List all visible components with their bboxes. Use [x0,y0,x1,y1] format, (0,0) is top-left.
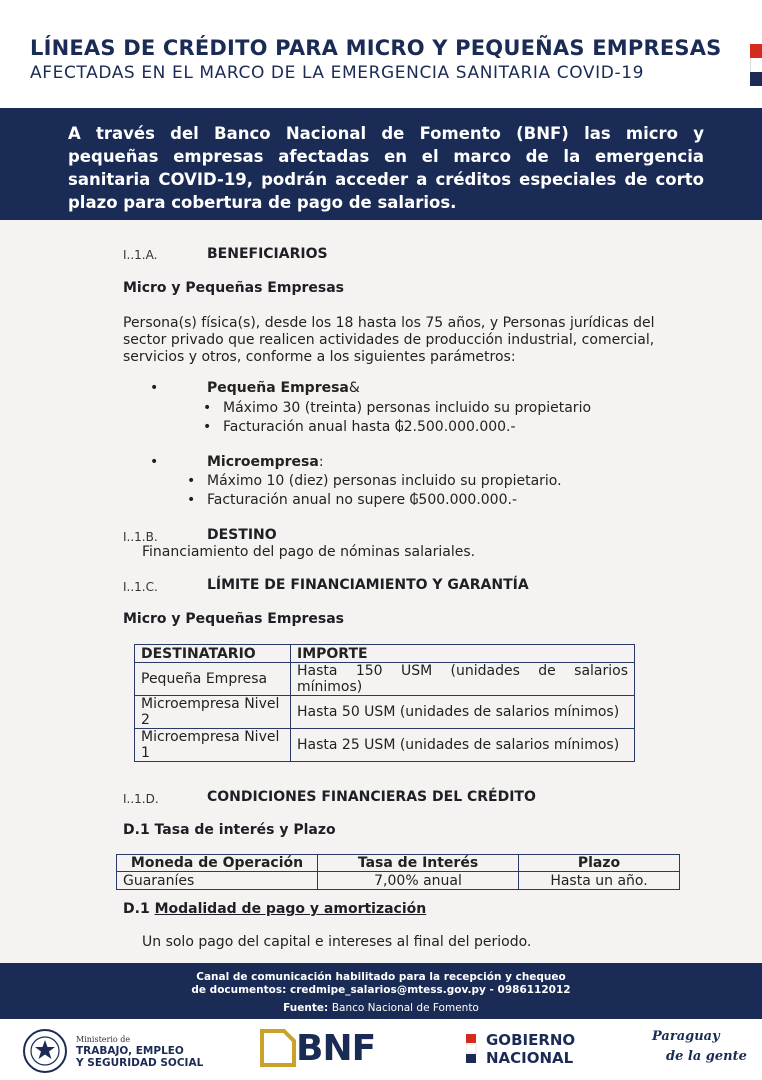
table-row [135,696,635,729]
section-a-code: I..1.A. [123,248,158,262]
rates-table [116,854,680,890]
rates-cell-term: Hasta un año. [519,872,680,890]
section-d-sub2 [123,901,426,917]
section-a-title: BENEFICIARIOS [207,246,328,262]
section-a-paragraph: Persona(s) física(s), desde los 18 hasta los 75 años, y Personas jurídicas del sector privado que realicen actividades de producción industrial, comercial, servicios y otros, conforme a los siguientes parámetros: [123,315,655,365]
section-d-sub1: D.1 Tasa de interés y Plazo [123,822,336,838]
footer-source [0,1002,762,1014]
paraguay-line-1: Paraguay [652,1029,720,1044]
section-b-text: Financiamiento del pago de nóminas salariales. [142,544,476,560]
gobierno-nacional-text [486,1031,575,1067]
limits-cell-amount: Hasta 50 USM (unidades de salarios mínimos) [291,696,635,729]
section-a-subtitle: Micro y Pequeñas Empresas [123,280,344,296]
small-company-item-2: Facturación anual hasta ₲2.500.000.000.- [223,419,516,435]
small-company-label-text: Pequeña Empresa [207,380,349,396]
limits-table-header [135,645,635,663]
limits-cell-amount: Hasta 25 USM (unidades de salarios mínimos) [291,729,635,762]
section-d-title: CONDICIONES FINANCIERAS DEL CRÉDITO [207,789,536,805]
small-company-item-1: Máximo 30 (treinta) personas incluido su propietario [223,400,592,416]
rates-header-rate: Tasa de Interés [318,855,519,872]
table-row [135,663,635,696]
limits-cell-recipient: Microempresa Nivel 1 [135,729,291,762]
ministry-name [76,1045,203,1069]
bullet-micro-1: • [187,473,196,489]
section-d-sub2-link: Modalidad de pago y amortización [154,901,427,917]
paraguay-de-la-gente-logo [652,1027,747,1067]
page-header [0,0,762,108]
section-b-title: DESTINO [207,527,277,543]
limits-cell-amount: Hasta 150 USM (unidades de salarios mínimos) [291,663,635,696]
footer-source-text: Banco Nacional de Fomento [331,1002,479,1014]
bnf-logo-text: BNF [296,1028,376,1069]
flag-blue-stripe [750,72,762,86]
logos-bar [0,1019,762,1080]
table-row [135,729,635,762]
bnf-logo-icon [258,1027,298,1069]
section-c-code: I..1.C. [123,580,158,594]
bullet-small-1: • [203,400,212,416]
ministry-small-label: Ministerio de [76,1035,131,1044]
page-subtitle: AFECTADAS EN EL MARCO DE LA EMERGENCIA SANITARIA COVID-19 [30,63,645,83]
paraguay-line-2: de la gente [666,1049,747,1064]
page-title: LÍNEAS DE CRÉDITO PARA MICRO Y PEQUEÑAS EMPRESAS [30,36,722,60]
section-b-code: I..1.B. [123,530,158,544]
flag-red-stripe [750,44,762,58]
ministry-seal-icon [22,1028,68,1074]
micro-company-item-1: Máximo 10 (diez) personas incluido su propietario. [207,473,562,489]
section-c-subtitle: Micro y Pequeñas Empresas [123,611,344,627]
bullet-micro-2: • [187,492,196,508]
micro-company-item-2: Facturación anual no supere ₲500.000.000.- [207,492,518,508]
small-company-label [207,380,360,396]
rates-table-header [117,855,680,872]
micro-company-suffix: : [318,454,324,470]
bullet-micro-company: • [150,454,159,470]
bullet-small-2: • [203,419,212,435]
footer-band [0,963,762,1019]
rates-header-term: Plazo [519,855,680,872]
limits-table [134,644,635,762]
rates-header-currency: Moneda de Operación [117,855,318,872]
section-d-code: I..1.D. [123,792,159,806]
rates-cell-currency: Guaraníes [117,872,318,890]
gobierno-line-2: NACIONAL [486,1049,574,1067]
footer-line-2: de documentos: credmipe_salarios@mtess.gov.py - 0986112012 [191,984,571,996]
limits-header-amount: IMPORTE [291,645,635,663]
limits-cell-recipient: Pequeña Empresa [135,663,291,696]
micro-company-label-text: Microempresa [207,454,319,470]
limits-header-recipient: DESTINATARIO [135,645,291,663]
intro-text: A través del Banco Nacional de Fomento (BNF) las micro y pequeñas empresas afectadas en el marco de la emergencia sanitaria COVID-19, podrán acceder a créditos especiales de corto plazo para cobertura de pago de salarios. [68,124,704,212]
micro-company-label [207,454,324,470]
bullet-small-company: • [150,380,159,396]
rates-cell-rate: 7,00% anual [318,872,519,890]
intro-banner [0,108,762,220]
flag-white-stripe [750,58,762,72]
section-d-text: Un solo pago del capital e intereses al final del periodo. [142,934,532,950]
table-row [117,872,680,890]
limits-cell-recipient: Microempresa Nivel 2 [135,696,291,729]
gobierno-flag-icon [466,1034,480,1064]
section-d-sub2-prefix: D.1 [123,901,155,917]
footer-source-label: Fuente: [283,1002,329,1014]
ministry-name-line-2: Y SEGURIDAD SOCIAL [76,1057,204,1069]
gobierno-line-1: GOBIERNO [486,1031,576,1049]
ministry-name-line-1: TRABAJO, EMPLEO [76,1045,184,1057]
small-company-suffix: & [348,380,360,396]
section-c-title: LÍMITE DE FINANCIAMIENTO Y GARANTÍA [207,577,529,593]
footer-line-1: Canal de comunicación habilitado para la recepción y chequeo [196,971,566,983]
